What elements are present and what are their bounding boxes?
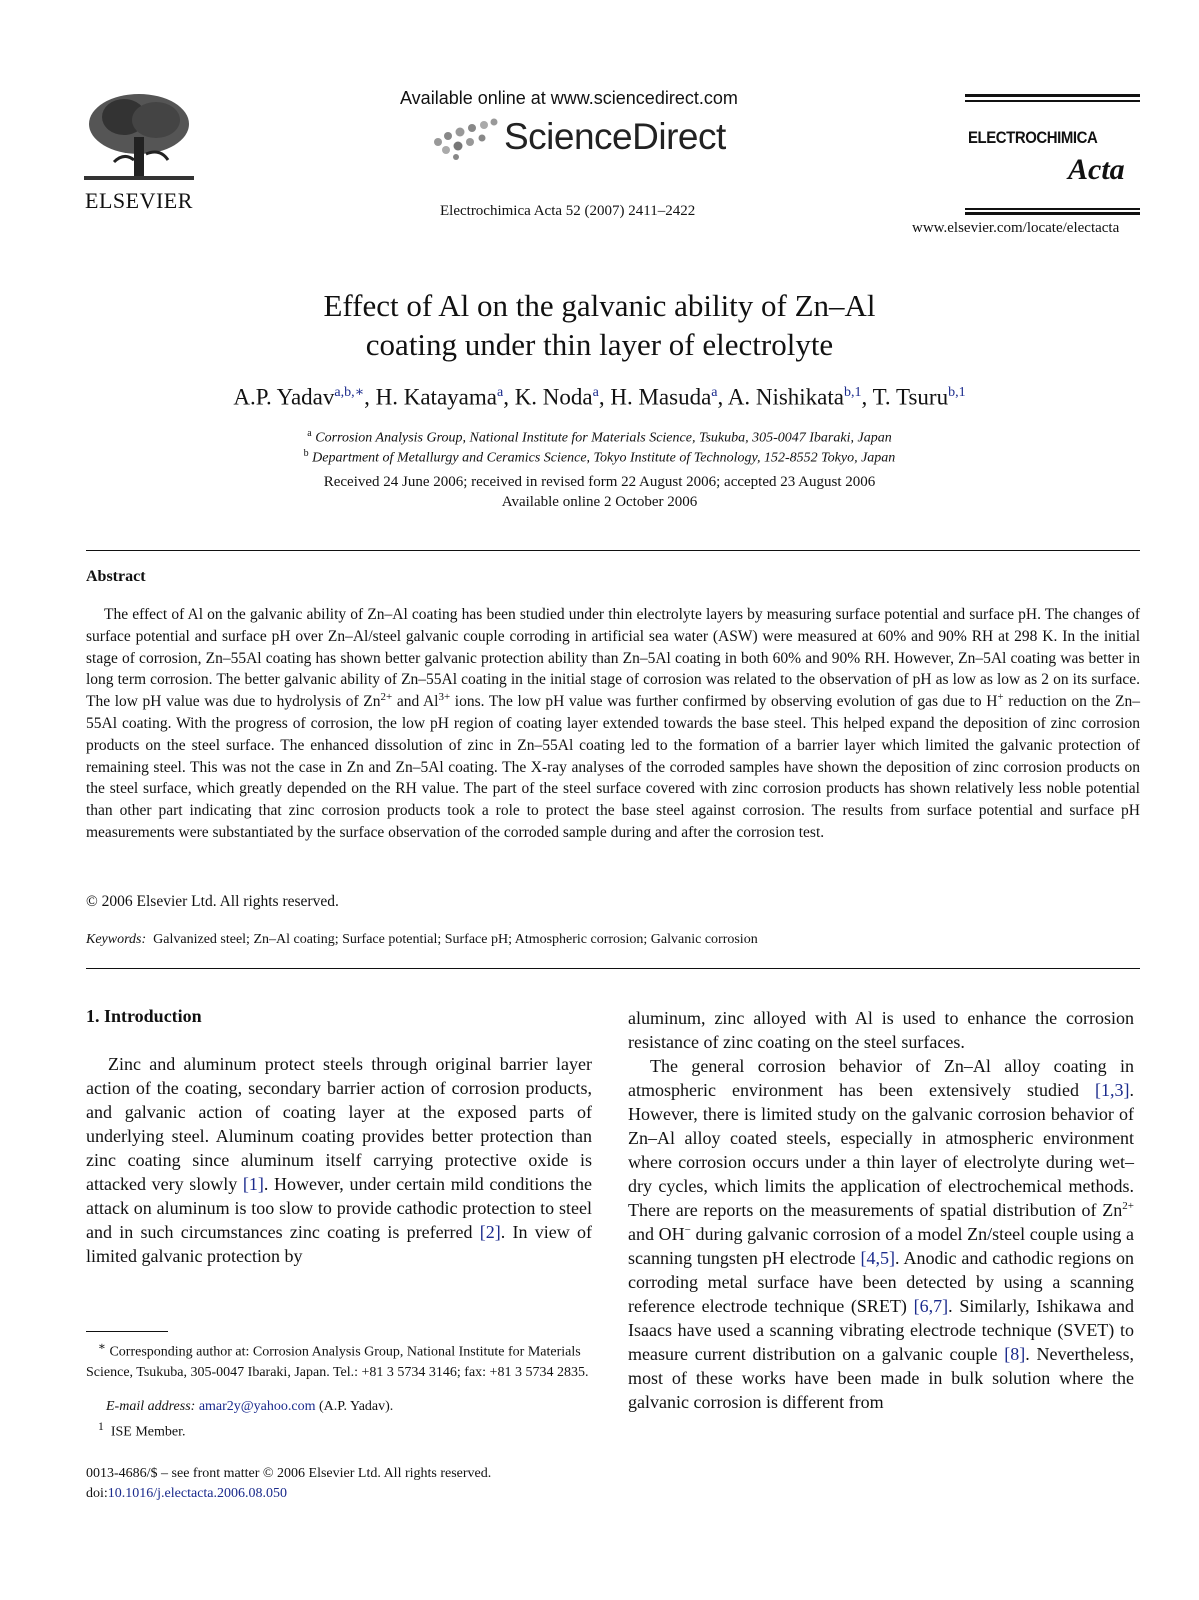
- author-affil-mark[interactable]: b,1: [844, 385, 862, 400]
- author-affil-mark[interactable]: a: [496, 385, 504, 400]
- section-divider: [86, 968, 1140, 969]
- author-affil-mark[interactable]: b,1: [948, 385, 966, 400]
- title-line: coating under thin layer of electrolyte: [365, 327, 834, 362]
- journal-rule: [965, 212, 1140, 215]
- citation-link[interactable]: [4,5]: [860, 1248, 896, 1268]
- author-separator: ,: [717, 384, 728, 410]
- abstract-text-part: ions. The low pH value was further confirmed by observing evolution of gas due to H: [450, 693, 998, 711]
- paragraph-text: . However, there is limited study on the galvanic corrosion behavior of Zn–Al alloy coated steels, especially in atmospheric environment where corrosion occurs under a thin layer of electrolyte during wet–dry cycles, which limits the application of electrochemical methods. There are reports on the measurements of spatial distribution of Zn: [628, 1080, 1134, 1220]
- footnote-text: Corresponding author at: Corrosion Analysis Group, National Institute for Materials Science, Tsukuba, 305-0047 Ibaraki, Japan. Tel.: +81 3 5734 3146; fax: +81 3 5734 2835.: [86, 1344, 589, 1380]
- superscript: −: [684, 1224, 691, 1236]
- section-divider: [86, 550, 1140, 551]
- intro-paragraph: [628, 1054, 1134, 1414]
- paragraph-text: Zinc and aluminum protect steels through original barrier layer action of the coating, secondary barrier action of corrosion products, and galvanic action of coating layer at the exposed parts of underlying steel. Aluminum coating provides better protection than zinc coating since aluminum itself carrying protective oxide is attacked very slowly: [86, 1054, 592, 1194]
- journal-name-line1: ELECTROCHIMICA: [968, 128, 1098, 147]
- author-name: A. Nishikata: [727, 384, 844, 410]
- paragraph-text: . In view of limited galvanic protection by: [86, 1222, 592, 1266]
- available-online-text: Available online at www.sciencedirect.com: [400, 88, 738, 108]
- title-line: Effect of Al on the galvanic ability of Zn–Al: [323, 288, 876, 323]
- abstract-heading: Abstract: [86, 568, 146, 585]
- paragraph-text: and OH: [628, 1224, 685, 1244]
- paragraph-text: The general corrosion behavior of Zn–Al alloy coating in atmospheric environment has been extensively studied: [628, 1056, 1134, 1100]
- journal-citation: Electrochimica Acta 52 (2007) 2411–2422: [440, 203, 696, 219]
- doi-line: [86, 1484, 491, 1504]
- citation-link[interactable]: [1]: [242, 1174, 264, 1194]
- paragraph-text: . Nevertheless, most of these works have been made in bulk solution where the galvanic corrosion is different from: [628, 1344, 1134, 1412]
- citation-link[interactable]: [2]: [479, 1222, 501, 1242]
- citation-link[interactable]: [1,3]: [1095, 1080, 1130, 1100]
- paragraph-text: during galvanic corrosion of a model Zn/steel couple using a scanning tungsten pH electrode: [628, 1224, 1134, 1268]
- front-matter-text: 0013-4686/$ – see front matter © 2006 Elsevier Ltd. All rights reserved.: [86, 1466, 492, 1481]
- front-matter: [86, 1464, 491, 1504]
- affiliation-mark: b: [303, 448, 309, 459]
- elsevier-tree-icon: [84, 92, 194, 188]
- section-heading: 1. Introduction: [86, 1006, 202, 1026]
- superscript: 2+: [380, 691, 393, 704]
- journal-rule: [965, 94, 1140, 97]
- right-column: [628, 1006, 1134, 1414]
- keywords-label: Keywords:: [86, 932, 147, 947]
- affiliation-a: [0, 428, 1199, 447]
- superscript: 3+: [438, 691, 451, 704]
- footnote-ise: [86, 1417, 592, 1443]
- abstract-text-part: The effect of Al on the galvanic ability of Zn–Al coating has been studied under thin electrolyte layers by measuring surface potential and surface pH. The changes of surface potential and surface pH over Zn–Al/steel galvanic couple corroding in artificial sea water (ASW) were measured at 60% and 90% RH at 298 K. In the initial stage of corrosion, Zn–55Al coating has shown better galvanic protection ability than Zn–5Al coating in both 60% and 90% RH. However, Zn–5Al coating was better in long term corrosion. The better galvanic ability of Zn–55Al coating in the initial stage of corrosion was related to the observation of pH as low as low as 2 on its surface. The low pH value was due to hydrolysis of Zn: [86, 606, 1140, 711]
- journal-name-line2: Acta: [1068, 153, 1125, 186]
- footnote-corresponding: [86, 1337, 592, 1383]
- superscript: +: [997, 691, 1004, 704]
- article-title: [0, 286, 1199, 364]
- email-owner: (A.P. Yadav).: [319, 1399, 394, 1414]
- citation-link[interactable]: [8]: [1004, 1344, 1026, 1364]
- doi-label: doi:: [86, 1486, 108, 1501]
- author-name: H. Katayama: [375, 384, 497, 410]
- intro-paragraph: aluminum, zinc alloyed with Al is used to enhance the corrosion resistance of zinc coating on the steel surfaces.: [628, 1008, 1134, 1052]
- author-name: T. Tsuru: [872, 384, 949, 410]
- abstract-text: [86, 604, 1140, 844]
- available-online-date: Available online 2 October 2006: [501, 494, 698, 510]
- sciencedirect-dots-icon: [432, 118, 502, 160]
- affiliation-text: Department of Metallurgy and Ceramics Science, Tokyo Institute of Technology, 152-8552 Tokyo, Japan: [312, 450, 896, 466]
- intro-paragraph: [86, 1052, 592, 1268]
- journal-rule: [965, 208, 1140, 210]
- citation-link[interactable]: [6,7]: [913, 1296, 949, 1316]
- abstract-text-part: reduction on the Zn–55Al coating. With the progress of corrosion, the low pH region of coating layer extended towards the base steel. This helped expand the deposition of zinc corrosion products on the steel surface. The enhanced dissolution of zinc in Zn–55Al coating led to the formation of a barrier layer which limited the galvanic protection of remaining steel. This was not the case in Zn and Zn–5Al coating. The X-ray analyses of the corroded samples have shown the deposition of zinc corrosion products on the steel surface, which greatly depended on the RH value. The part of the steel surface covered with zinc corrosion products has shown relatively less noble potential than other part indicating that zinc corrosion products took a role to protect the base steel against corrosion. The results from surface potential and surface pH measurements were substantiated by the surface observation of the corroded sample during and after the corrosion test.: [86, 693, 1140, 841]
- footnote-mark: 1: [98, 1420, 104, 1433]
- abstract-copyright: © 2006 Elsevier Ltd. All rights reserved.: [86, 893, 339, 910]
- affiliation-text: Corrosion Analysis Group, National Institute for Materials Science, Tsukuba, 305-0047 Ibaraki, Japan: [315, 430, 892, 446]
- author-separator: ,: [503, 384, 515, 410]
- author-separator: ,: [861, 384, 873, 410]
- author-list: [0, 384, 1199, 411]
- email-link[interactable]: amar2y@yahoo.com: [198, 1399, 316, 1414]
- author-separator: ,: [598, 384, 611, 410]
- elsevier-logo: [84, 92, 194, 214]
- author-affil-mark[interactable]: a: [592, 385, 599, 400]
- author-name: H. Masuda: [610, 384, 712, 410]
- affiliation-b: [0, 448, 1199, 467]
- received-dates: Received 24 June 2006; received in revised form 22 August 2006; accepted 23 August 2006: [323, 474, 876, 490]
- author-affil-mark[interactable]: a,b,∗: [334, 385, 365, 400]
- paragraph-text: . Anodic and cathodic regions on corroding metal surface have been detected by using a scanning reference electrode technique (SRET): [628, 1248, 1134, 1316]
- sciencedirect-wordmark: ScienceDirect: [504, 116, 726, 157]
- sciencedirect-logo: [432, 112, 732, 166]
- keywords-list: Galvanized steel; Zn–Al coating; Surface potential; Surface pH; Atmospheric corrosion; Galvanic corrosion: [153, 932, 758, 947]
- journal-url[interactable]: www.elsevier.com/locate/electacta: [912, 220, 1120, 236]
- elsevier-wordmark: ELSEVIER: [85, 188, 193, 213]
- keywords: [86, 932, 758, 948]
- abstract-text-part: and Al: [392, 693, 439, 711]
- doi-link[interactable]: 10.1016/j.electacta.2006.08.050: [107, 1486, 288, 1501]
- paragraph-text: . Similarly, Ishikawa and Isaacs have used a scanning vibrating electrode technique (SVET) to measure current distribution on a galvanic couple: [628, 1296, 1134, 1364]
- author-affil-mark[interactable]: a: [711, 385, 718, 400]
- journal-rule: [965, 100, 1140, 102]
- footnote-rule: [86, 1331, 168, 1332]
- superscript: 2+: [1122, 1200, 1134, 1212]
- author-name: K. Noda: [514, 384, 593, 410]
- affiliation-mark: a: [307, 428, 312, 439]
- paragraph-text: . However, under certain mild conditions the attack on aluminum is too slow to provide cathodic protection to steel and in such circumstances zinc coating is preferred: [86, 1174, 593, 1242]
- footnote-mark: ∗: [98, 1340, 106, 1353]
- footnote-email: [86, 1397, 592, 1417]
- footnote-text: ISE Member.: [110, 1424, 186, 1440]
- email-label: E-mail address:: [106, 1399, 196, 1414]
- author-separator: ,: [364, 384, 376, 410]
- author-name: A.P. Yadav: [233, 384, 335, 410]
